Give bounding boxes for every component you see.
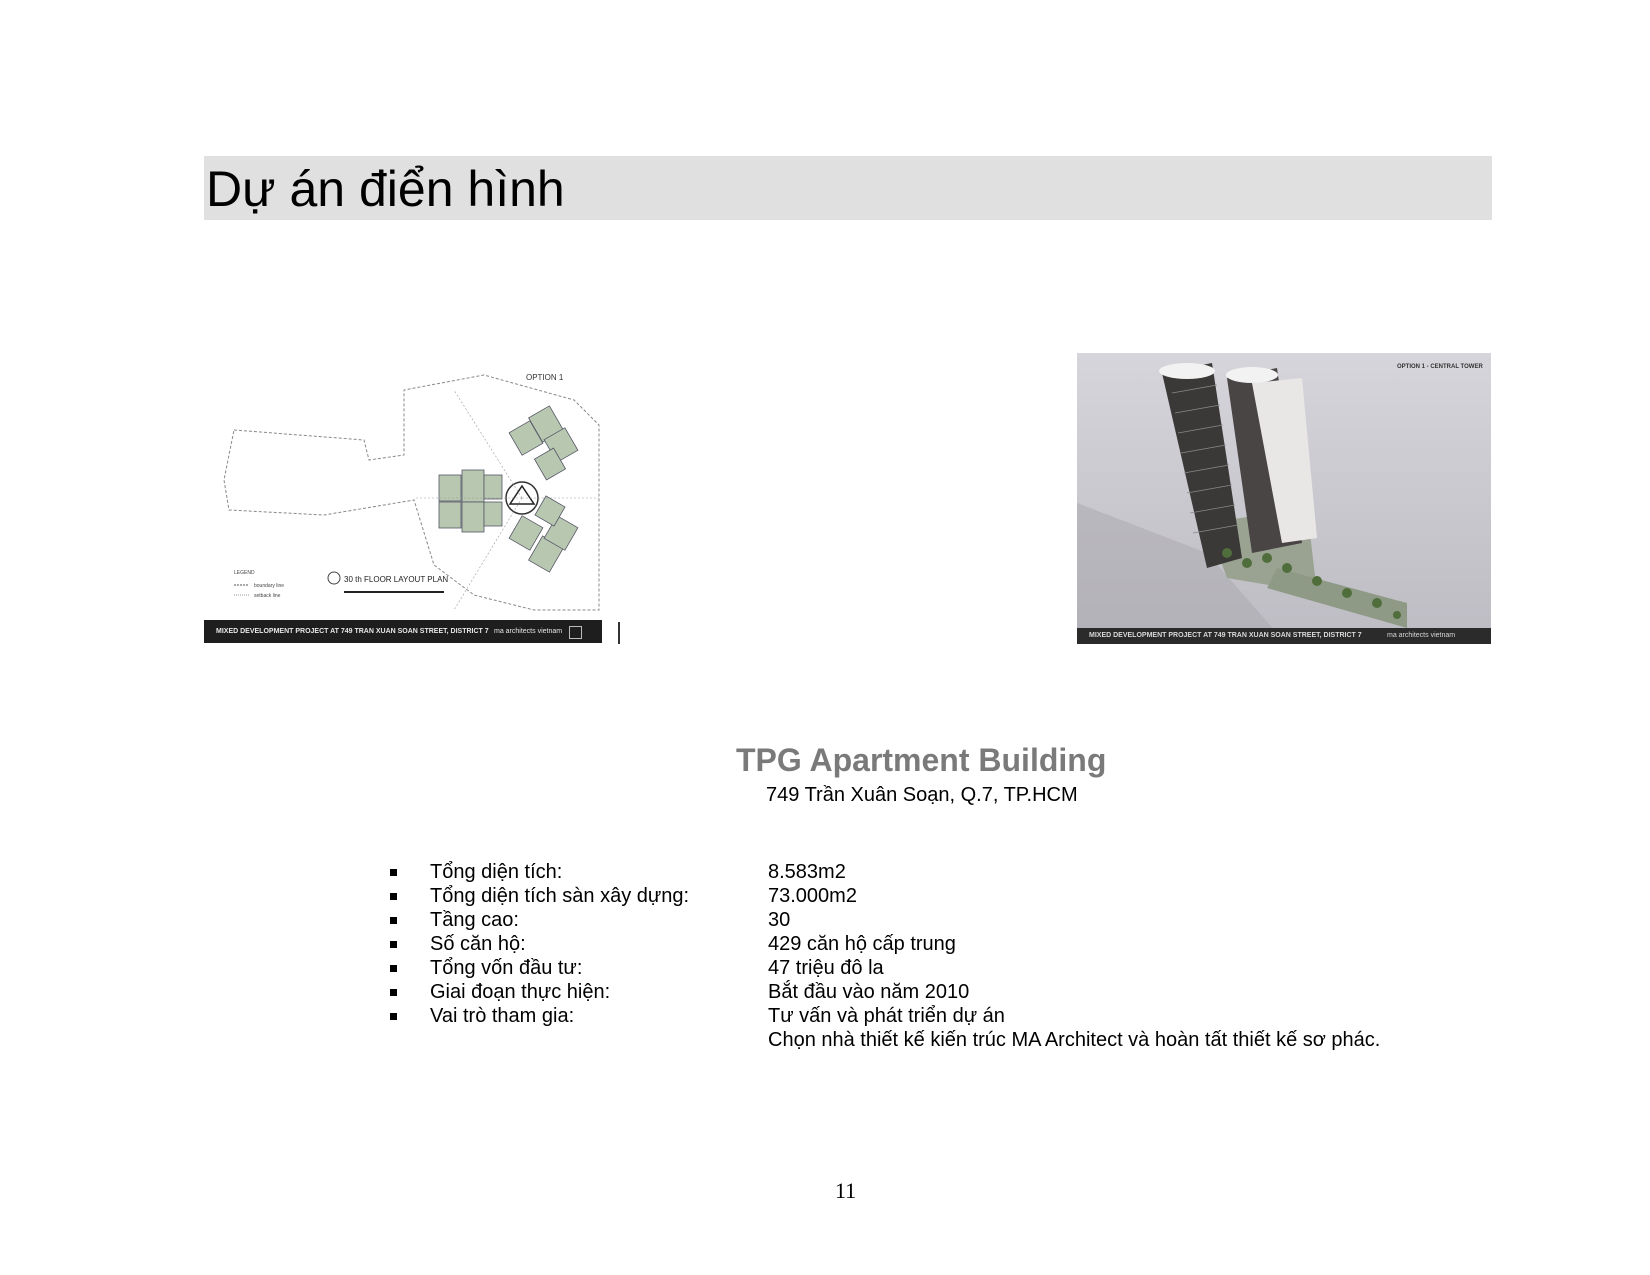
bullet-icon <box>390 941 397 948</box>
tower-render-drawing <box>1077 353 1491 644</box>
plan-caption-bar <box>204 620 602 643</box>
render-caption-bar <box>1077 628 1491 644</box>
tower-render-image <box>1077 353 1491 644</box>
page-title: Dự án điển hình <box>206 161 565 217</box>
detail-label: Số căn hộ: <box>430 933 526 955</box>
plan-legend-title: LEGEND <box>234 570 255 576</box>
detail-label: Tổng diện tích sàn xây dựng: <box>430 885 690 907</box>
plan-caption: MIXED DEVELOPMENT PROJECT AT 749 TRAN XUAN SOAN STREET, DISTRICT 7 <box>216 628 489 635</box>
plan-title: 30 th FLOOR LAYOUT PLAN <box>344 575 449 584</box>
detail-value: 30 <box>768 909 791 931</box>
project-address: 749 Trần Xuân Soạn, Q.7, TP.HCM <box>766 784 1078 806</box>
detail-value: 47 triệu đô la <box>768 957 884 979</box>
floor-plan-image <box>204 370 604 644</box>
bullet-icon <box>390 869 397 876</box>
detail-value: Bắt đầu vào năm 2010 <box>768 981 970 1003</box>
detail-label: Vai trò tham gia: <box>430 1005 575 1027</box>
detail-value: 8.583m2 <box>768 861 846 883</box>
detail-value: 73.000m2 <box>768 885 857 907</box>
detail-value: Chọn nhà thiết kế kiến trúc MA Architect và hoàn tất thiết kế sơ phác. <box>768 1029 1381 1051</box>
detail-label: Tầng cao: <box>430 909 519 931</box>
project-name: TPG Apartment Building <box>736 742 1107 778</box>
render-firm: ma architects vietnam <box>1387 632 1456 639</box>
detail-value: Tư vấn và phát triển dự án <box>768 1005 1005 1027</box>
bullet-icon <box>390 989 397 996</box>
detail-value: 429 căn hộ cấp trung <box>768 933 956 955</box>
bullet-icon <box>390 1013 397 1020</box>
plan-legend-item-2: setback line <box>254 593 281 599</box>
detail-label: Giai đoạn thực hiện: <box>430 981 611 1003</box>
render-caption: MIXED DEVELOPMENT PROJECT AT 749 TRAN XUAN SOAN STREET, DISTRICT 7 <box>1089 632 1362 639</box>
bullet-icon <box>390 893 397 900</box>
render-option-label: OPTION 1 - CENTRAL TOWER <box>1397 364 1483 370</box>
bullet-icon <box>390 965 397 972</box>
firm-logo-icon <box>569 626 582 639</box>
detail-label: Tổng vốn đầu tư: <box>430 957 583 979</box>
floor-plan-drawing <box>204 370 604 620</box>
divider <box>618 622 620 644</box>
plan-option-label: OPTION 1 <box>526 373 564 382</box>
plan-legend-item-1: boundary line <box>254 583 285 589</box>
page-number: 11 <box>835 1178 857 1203</box>
detail-label: Tổng diện tích: <box>430 861 563 883</box>
bullet-icon <box>390 917 397 924</box>
plan-firm: ma architects vietnam <box>494 628 563 635</box>
